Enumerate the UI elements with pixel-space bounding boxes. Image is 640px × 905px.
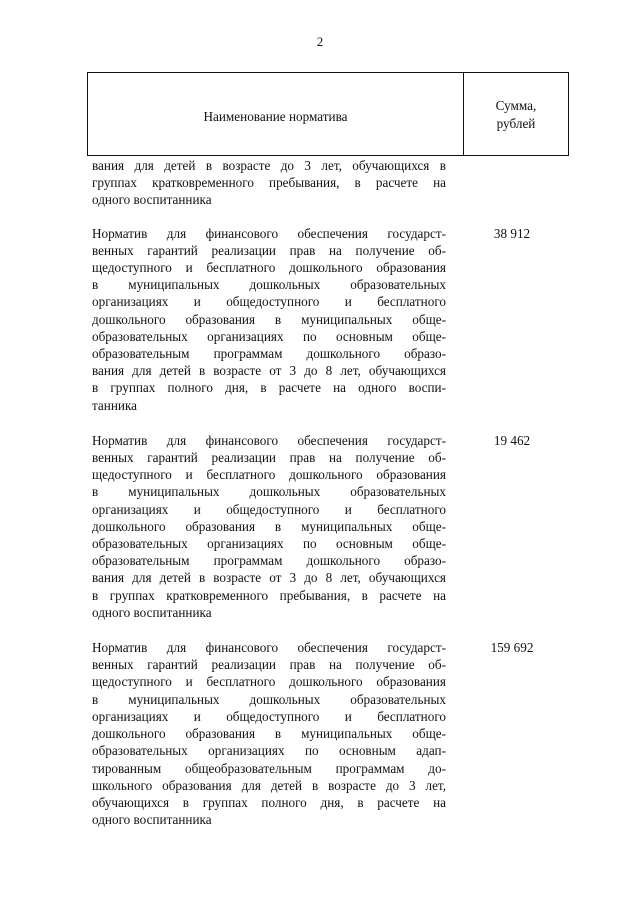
norm-sum: 159 692: [490, 640, 534, 656]
norm-name-line: одного воспитанника: [92, 812, 212, 828]
norm-name-line: организациях и общедоступного и бесплатного: [92, 294, 446, 310]
norm-name-line: в муниципальных дошкольных образовательных: [92, 484, 446, 500]
table-header: [87, 72, 569, 156]
table-body: [92, 157, 534, 828]
norm-name: [92, 225, 446, 414]
norm-name-line: танника: [92, 397, 138, 413]
norm-name-line: щедоступного и бесплатного дошкольного образования: [92, 260, 446, 276]
norm-name-line: щедоступного и бесплатного дошкольного образования: [92, 467, 446, 483]
norm-name: [92, 432, 446, 621]
norm-name-line: тированным общеобразовательным программам до-: [92, 760, 446, 776]
norm-name-line: дошкольного образования в муниципальных обще-: [92, 518, 446, 534]
norm-name-line: вания для детей в возрасте до 3 лет, обучающихся в: [92, 158, 446, 173]
norm-name: [92, 157, 446, 209]
norm-name-line: Норматив для финансового обеспечения государст-: [92, 225, 446, 241]
page-number: 2: [316, 34, 324, 49]
norm-name-line: одного воспитанника: [92, 604, 212, 620]
norm-name: [92, 639, 446, 828]
norm-name-line: обучающихся в группах полного дня, в расчете на: [92, 794, 446, 810]
table-row: [92, 225, 531, 414]
norm-name-line: в группах полного дня, в расчете на одного воспи-: [92, 380, 446, 396]
norm-name-line: образовательным программам дошкольного образо-: [92, 346, 446, 362]
norm-name-line: школьного образования для детей в возрасте до 3 лет,: [92, 777, 446, 793]
norm-name-line: одного воспитанника: [92, 192, 212, 208]
table-row: [92, 157, 446, 209]
norm-name-line: венных гарантий реализации прав на получение об-: [92, 657, 446, 673]
norm-name-line: в муниципальных дошкольных образовательных: [92, 691, 446, 707]
table-row: [92, 639, 534, 828]
norm-name-line: Норматив для финансового обеспечения государст-: [92, 640, 446, 656]
norm-name-line: дошкольного образования в муниципальных обще-: [92, 726, 446, 742]
norm-sum: 19 462: [493, 432, 531, 448]
norm-name-line: вания для детей в возрасте от 3 до 8 лет, обучающихся: [92, 363, 446, 379]
header-sum-line-1: Сумма,: [495, 98, 537, 113]
norm-name-line: группах кратковременного пребывания, в расчете на: [92, 175, 446, 191]
norm-name-line: Норматив для финансового обеспечения государст-: [92, 432, 446, 448]
norm-name-line: образовательных организациях по основным адап-: [92, 743, 446, 759]
norm-name-line: образовательным программам дошкольного образо-: [92, 553, 446, 569]
norm-name-line: организациях и общедоступного и бесплатного: [92, 708, 446, 724]
norm-sum: 38 912: [493, 225, 531, 241]
norm-name-line: образовательных организациях по основным обще-: [92, 536, 446, 552]
norm-name-line: в муниципальных дошкольных образовательных: [92, 277, 446, 293]
header-sum-column: [464, 97, 568, 133]
header-sum-line-2: рублей: [496, 116, 536, 131]
norm-name-line: организациях и общедоступного и бесплатного: [92, 501, 446, 517]
header-name-column: Наименование норматива: [203, 109, 348, 124]
table-row: [92, 432, 531, 621]
norm-name-line: щедоступного и бесплатного дошкольного образования: [92, 674, 446, 690]
norm-name-line: образовательных организациях по основным обще-: [92, 328, 446, 344]
norm-name-line: вания для детей в возрасте от 3 до 8 лет, обучающихся: [92, 570, 446, 586]
norm-name-line: в группах кратковременного пребывания, в расчете на: [92, 587, 446, 603]
norm-name-line: венных гарантий реализации прав на получение об-: [92, 242, 446, 258]
norm-name-line: дошкольного образования в муниципальных обще-: [92, 311, 446, 327]
norm-name-line: венных гарантий реализации прав на получение об-: [92, 450, 446, 466]
